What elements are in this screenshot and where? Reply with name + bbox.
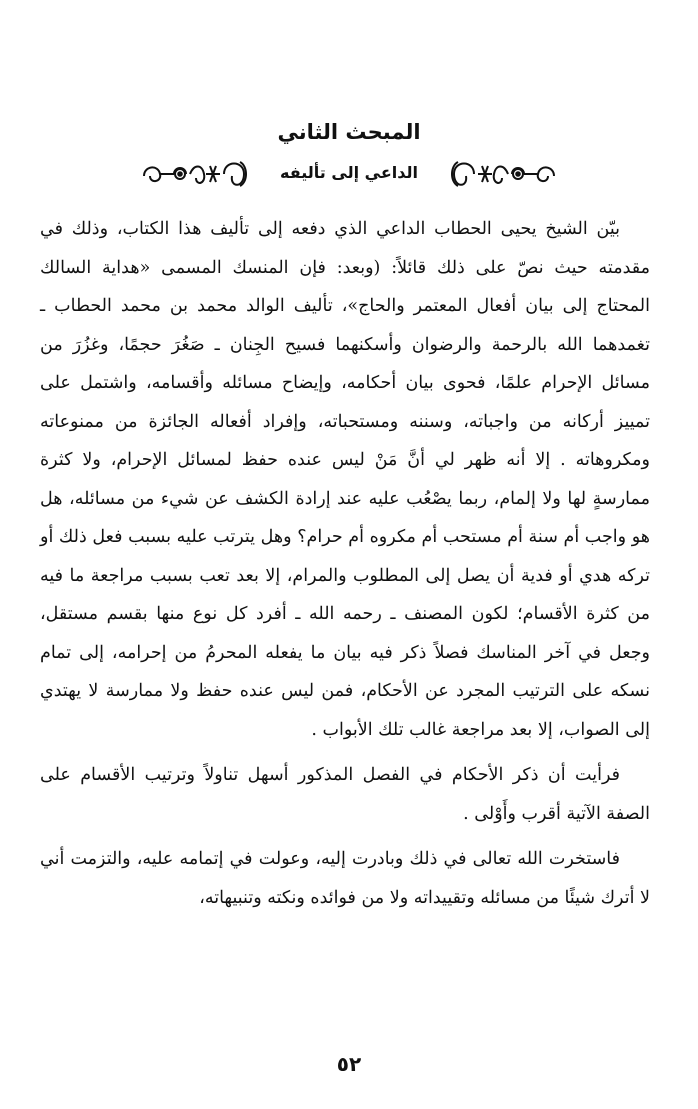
paragraph-2: فرأيت أن ذكر الأحكام في الفصل المذكور أسهل تناولاً وترتيب الأقسام على الصفة الآتية أقرب وأَوْلى . bbox=[40, 765, 650, 824]
section-subtitle: الداعي إلى تأليفه bbox=[280, 163, 418, 182]
paragraph-3: فاستخرت الله تعالى في ذلك وبادرت إليه، وعولت في إتمامه عليه، والتزمت أني لا أترك شيئًا من مسائله وتقييداته ولا من فوائده ونكته وتنبيهاته، bbox=[40, 849, 650, 908]
subtitle-banner bbox=[140, 152, 558, 196]
page-number: ٥٢ bbox=[336, 1052, 362, 1076]
paragraph-1: بيّن الشيخ يحيى الحطاب الداعي الذي دفعه إلى تأليف هذا الكتاب، وذلك في مقدمته حيث نصّ على ذلك قائلاً: (وبعد: فإن المنسك المسمى «هداية السالك المحتاج إلى بيان أفعال المعتمر والحاج»، تأليف الوالد محمد بن محمد الحطاب ـ تغمدهما الله بالرحمة والرضوان وأسكنهما فسيح الجِنان ـ صَغُرَ حجمًا، وغزُرَ من مسائل الإحرام علمًا، فحوى بيان أحكامه، وإيضاح مسائله وأقسامه، واشتمل على تمييز أركانه من واجباته، وسننه ومستحباته، وإفراد أفعاله الجائزة من ممنوعاته ومكروهاته . إلا أنه ظهر لي أنَّ مَنْ ليس عنده حفظ لمسائل الإحرام، ولا كثرة ممارسةٍ لها ولا إلمام، ربما يصْعُب عليه عند إرادة الكشف عن شيء من مسائله، هل هو واجب أم سنة أم مستحب أم مكروه أم حرام؟ وهل يترتب عليه بسبب فعل ذلك أو تركه هدي أو فدية أن يصل إلى المطلوب والمرام، إلا بعد تعب بسبب مراجعة ما فيه من كثرة الأقسام؛ لكون المصنف ـ رحمه الله ـ أفرد كل نوع منها بقسم مستقل، وجعل في آخر المناسك فصلاً ذكر فيه بيان ما يفعله المحرمُ من إحرامه، إلى تمام نسكه على الترتيب المجرد عن الأحكام، فمن ليس عنده حفظ ولا ممارسة لا يهتدي إلى الصواب، إلا بعد مراجعة غالب تلك الأبواب . bbox=[40, 219, 650, 740]
right-ornament-icon bbox=[446, 152, 558, 196]
section-title: المبحث الثاني bbox=[277, 120, 421, 144]
body-text bbox=[40, 210, 650, 924]
left-ornament-icon bbox=[140, 152, 252, 196]
